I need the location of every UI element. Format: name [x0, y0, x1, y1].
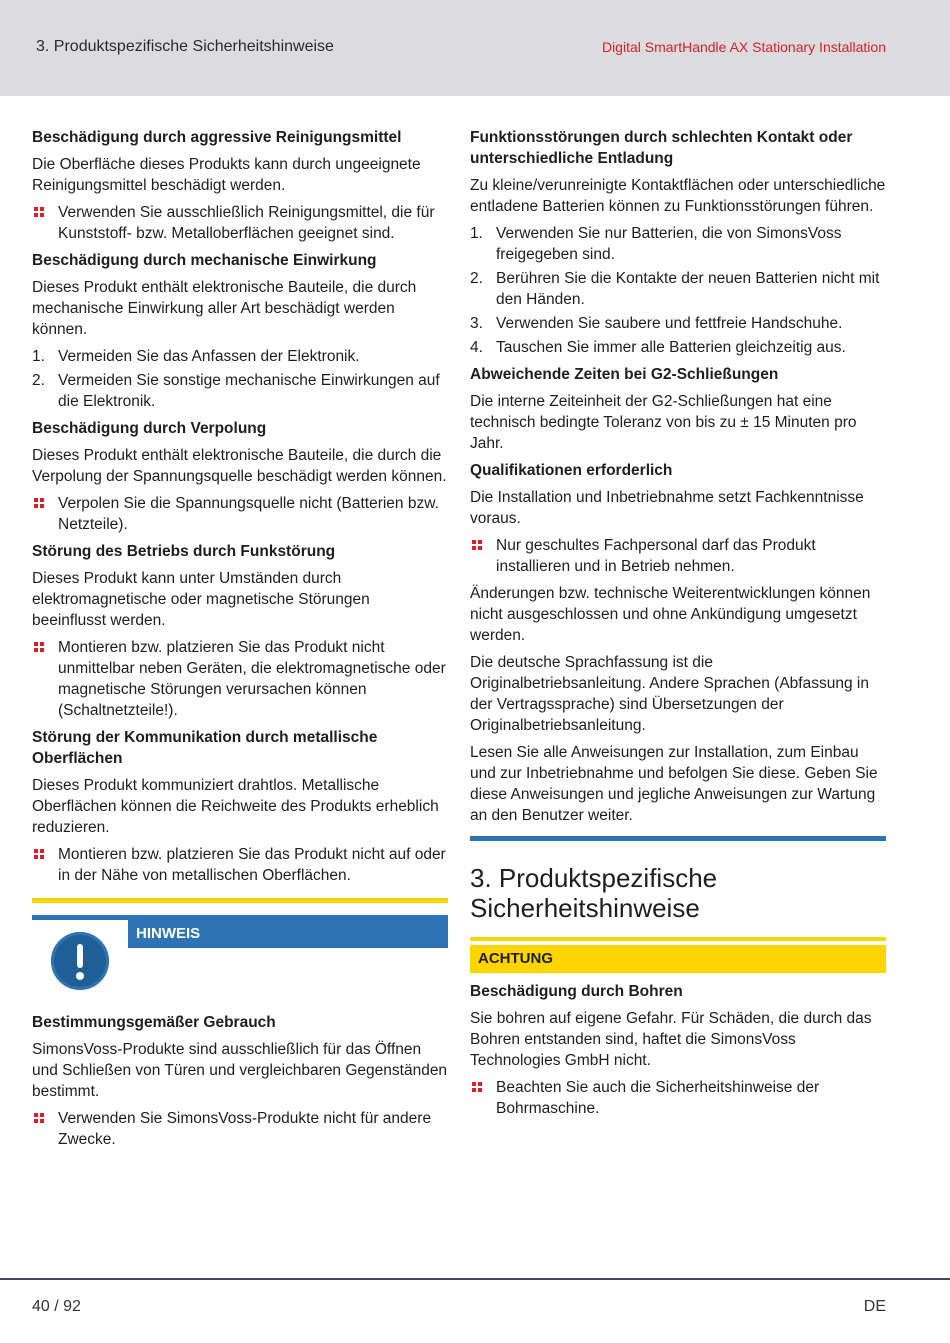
section-heading: Abweichende Zeiten bei G2-Schließungen — [470, 366, 779, 383]
list-item — [32, 493, 448, 535]
list-item — [470, 535, 886, 577]
notice-label: HINWEIS — [128, 920, 448, 948]
paragraph: Die Oberfläche dieses Produkts kann durch ungeeignete Reinigungsmittel beschädigt werden. — [32, 156, 421, 194]
bullet-squares-icon — [34, 498, 45, 509]
bullet-squares-icon — [34, 849, 45, 860]
list-item — [32, 202, 448, 244]
section-heading: Bestimmungsgemäßer Gebrauch — [32, 1014, 276, 1031]
paragraph: Änderungen bzw. technische Weiterentwicklungen können nicht ausgeschlossen und ohne Ankündigung umgesetzt werden. — [470, 585, 871, 644]
list-item — [470, 223, 886, 265]
chapter-title: 3. Produktspezifische Sicherheitshinweise — [470, 863, 718, 923]
divider-yellow — [470, 937, 886, 941]
list-item-text: Verwenden Sie ausschließlich Reinigungsmittel, die für Kunststoff- bzw. Metalloberflächen geeignet sind. — [58, 204, 435, 242]
list-item-text: Verwenden Sie nur Batterien, die von SimonsVoss freigegeben sind. — [496, 225, 842, 263]
paragraph: Die Installation und Inbetriebnahme setzt Fachkenntnisse voraus. — [470, 489, 864, 527]
bullet-squares-icon — [472, 1082, 483, 1093]
numbered-list — [470, 223, 886, 358]
bullet-list — [32, 1108, 448, 1150]
bullet-squares-icon — [472, 540, 483, 551]
paragraph: Dieses Produkt enthält elektronische Bauteile, die durch mechanische Einwirkung aller Art beschädigt werden können. — [32, 279, 417, 338]
list-item-text: Nur geschultes Fachpersonal darf das Produkt installieren und in Betrieb nehmen. — [496, 537, 816, 575]
bullet-squares-icon — [34, 207, 45, 218]
list-item — [32, 370, 448, 412]
left-column — [32, 127, 448, 1156]
section-heading: Störung des Betriebs durch Funkstörung — [32, 543, 336, 560]
list-item-text: Montieren bzw. platzieren Sie das Produkt nicht auf oder in der Nähe von metallischen Oberflächen. — [58, 846, 446, 884]
header-chapter-title: 3. Produktspezifische Sicherheitshinweise — [36, 38, 334, 55]
bullet-squares-icon — [34, 1113, 45, 1124]
paragraph: SimonsVoss-Produkte sind ausschließlich für das Öffnen und Schließen von Türen und vergleichbaren Gegenständen bestimmt. — [32, 1041, 448, 1100]
numbered-list — [32, 346, 448, 412]
section-heading: Beschädigung durch aggressive Reinigungsmittel — [32, 129, 402, 146]
paragraph: Die deutsche Sprachfassung ist die Originalbetriebsanleitung. Andere Sprachen (Abfassung in der Vertragssprache) sind Übersetzungen der Originalbetriebsanleitung. — [470, 654, 869, 734]
warning-label: ACHTUNG — [470, 945, 886, 973]
list-number: 2. — [32, 372, 45, 389]
language-code: DE — [863, 1298, 886, 1315]
paragraph: Zu kleine/verunreinigte Kontaktflächen oder unterschiedliche entladene Batterien können zu Funktionsstörungen führen. — [470, 177, 886, 215]
bullet-squares-icon — [34, 642, 45, 653]
list-item-text: Tauschen Sie immer alle Batterien gleichzeitig aus. — [496, 339, 846, 356]
list-item-text: Verwenden Sie saubere und fettfreie Handschuhe. — [496, 315, 843, 332]
bullet-list — [470, 535, 886, 577]
section-heading: Funktionsstörungen durch schlechten Kontakt oder unterschiedliche Entladung — [470, 129, 853, 167]
paragraph: Sie bohren auf eigene Gefahr. Für Schäden, die durch das Bohren entstanden sind, haftet die SimonsVoss Technologies GmbH nicht. — [470, 1010, 872, 1069]
list-number: 3. — [470, 315, 483, 332]
bullet-list — [32, 844, 448, 886]
section-heading: Beschädigung durch mechanische Einwirkung — [32, 252, 377, 269]
section-heading: Beschädigung durch Bohren — [470, 983, 683, 1000]
list-item — [32, 637, 448, 721]
footer-divider — [0, 1278, 950, 1280]
section-heading: Beschädigung durch Verpolung — [32, 420, 267, 437]
bullet-list — [32, 202, 448, 244]
bullet-list — [470, 1077, 886, 1119]
list-number: 1. — [470, 225, 483, 242]
list-number: 4. — [470, 339, 483, 356]
list-item — [32, 346, 448, 367]
list-item — [32, 1108, 448, 1150]
right-column — [470, 127, 886, 1125]
divider-blue — [470, 836, 886, 841]
paragraph: Dieses Produkt kommuniziert drahtlos. Metallische Oberflächen können die Reichweite des Produkts erheblich reduzieren. — [32, 777, 439, 836]
notice-box — [32, 920, 448, 1002]
list-item-text: Vermeiden Sie das Anfassen der Elektronik. — [58, 348, 360, 365]
list-item — [470, 268, 886, 310]
list-number: 2. — [470, 270, 483, 287]
list-item-text: Montieren bzw. platzieren Sie das Produkt nicht unmittelbar neben Geräten, die elektromagnetische oder magnetische Störungen verursachen können (Schaltnetzteile!). — [58, 639, 446, 719]
list-item-text: Verwenden Sie SimonsVoss-Produkte nicht für andere Zwecke. — [58, 1110, 432, 1148]
exclamation-circle-icon — [51, 932, 109, 990]
list-item-text: Verpolen Sie die Spannungsquelle nicht (Batterien bzw. Netzteile). — [58, 495, 439, 533]
list-item — [470, 337, 886, 358]
divider-yellow — [32, 898, 448, 903]
section-heading: Qualifikationen erforderlich — [470, 462, 673, 479]
list-item-text: Berühren Sie die Kontakte der neuen Batterien nicht mit den Händen. — [496, 270, 880, 308]
header-document-title: Digital SmartHandle AX Stationary Installation — [601, 39, 886, 55]
paragraph: Die interne Zeiteinheit der G2-Schließungen hat eine technisch bedingte Toleranz von bis zu ± 15 Minuten pro Jahr. — [470, 393, 857, 452]
list-number: 1. — [32, 348, 45, 365]
bullet-list — [32, 637, 448, 721]
paragraph: Lesen Sie alle Anweisungen zur Installation, zum Einbau und zur Inbetriebnahme und befolgen Sie diese. Geben Sie diese Anweisungen und jegliche Anweisungen zur Wartung an den Benutzer weiter. — [470, 744, 878, 824]
paragraph: Dieses Produkt enthält elektronische Bauteile, die durch die Verpolung der Spannungsquelle beschädigt werden können. — [32, 447, 447, 485]
bullet-list — [32, 493, 448, 535]
list-item — [32, 844, 448, 886]
list-item-text: Beachten Sie auch die Sicherheitshinweise der Bohrmaschine. — [496, 1079, 820, 1117]
paragraph: Dieses Produkt kann unter Umständen durch elektromagnetische oder magnetische Störungen beeinflusst werden. — [32, 570, 370, 629]
section-heading: Störung der Kommunikation durch metallische Oberflächen — [32, 729, 378, 767]
list-item — [470, 1077, 886, 1119]
list-item-text: Vermeiden Sie sonstige mechanische Einwirkungen auf die Elektronik. — [58, 372, 440, 410]
list-item — [470, 313, 886, 334]
page-header — [0, 0, 950, 96]
page-number: 40 / 92 — [32, 1298, 81, 1315]
